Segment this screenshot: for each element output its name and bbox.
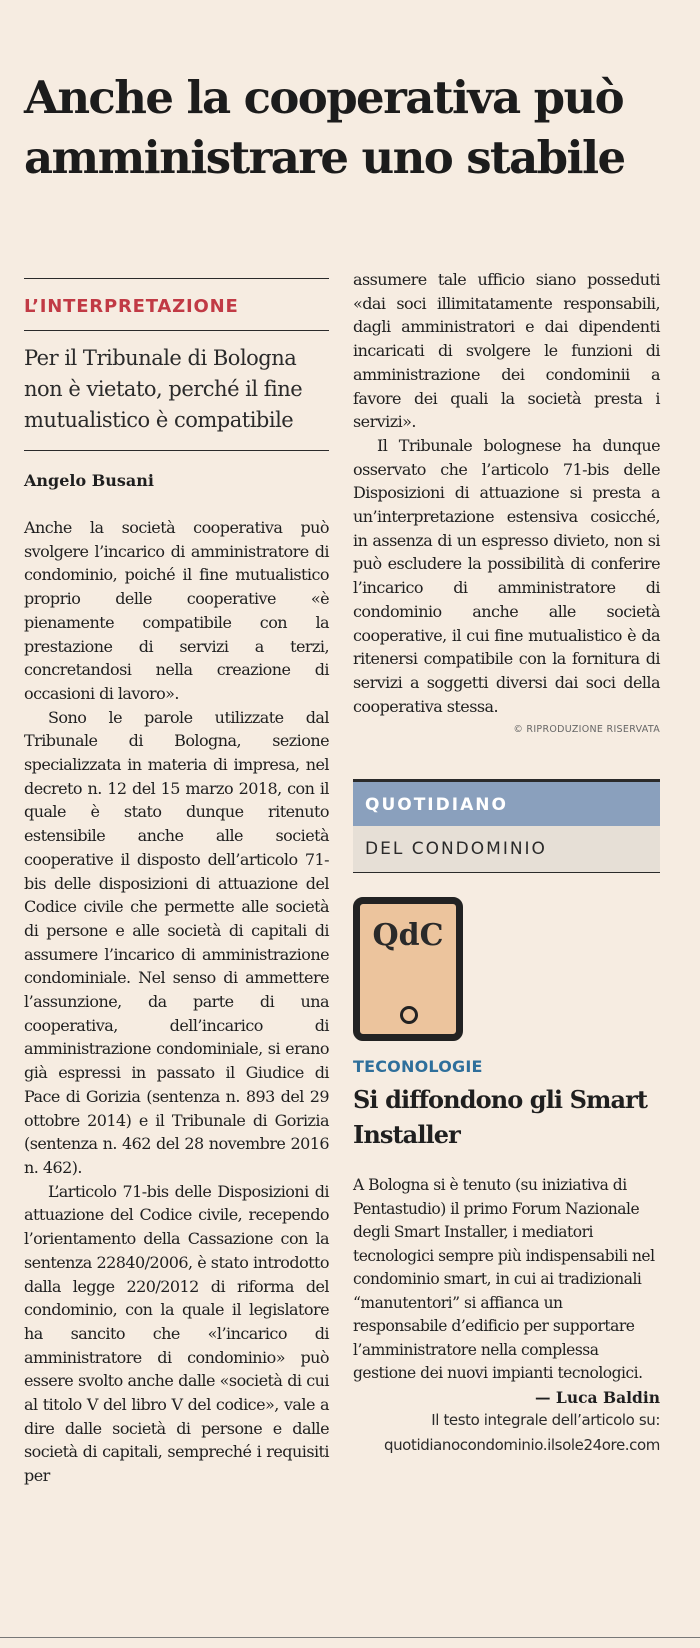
body-paragraph: assumere tale ufficio siano posseduti «dai soci illimitatamente responsabili, dagli amministratori e dai dipendenti incaricati di svolgere le funzioni di amministrazione dei condominii a favore dei quali la società presta i servizi». (353, 270, 660, 432)
sidebar-body: A Bologna si è tenuto (su iniziativa di Pentastudio) il primo Forum Nazionale degli Smart Installer, i mediatori tecnologici sempre più indispensabili nel condominio smart, in cui ai tradizionali “manutentori” si affianca un responsabile d’edificio per supportare l’amministratore nella complessa gestione dei nuovi impianti tecnologici. (353, 1176, 655, 1383)
logo-bottom-band: DEL CONDOMINIO (353, 826, 660, 873)
sidebar-author: — Luca Baldin (535, 1387, 660, 1407)
article-body-right (353, 268, 660, 718)
tablet-home-button-icon (400, 1006, 418, 1024)
article-headline: Anche la cooperativa può amministrare uno stabile (24, 71, 625, 185)
sidebar-kicker: TECONOLOGIE (353, 1057, 483, 1077)
page-bottom-rule (0, 1637, 700, 1638)
kicker-top-rule (24, 278, 329, 279)
left-column (24, 278, 329, 1488)
body-paragraph: Anche la società cooperativa può svolgere l’incarico di amministratore di condominio, poiché il fine mutualistico proprio delle cooperative «è pienamente compatibile con la prestazione di servizi a terzi, concretandosi nella creazione di occasioni di lavoro». (24, 518, 329, 703)
subhead-bottom-rule (24, 450, 329, 451)
qdc-logo (353, 779, 660, 873)
body-paragraph: Il Tribunale bolognese ha dunque osservato che l’articolo 71-bis delle Disposizioni di attuazione si presta a un’interpretazione estensiva cosicché, in assenza di un espresso divieto, non si può escludere la possibilità di conferire l’incarico di amministratore di condominio anche alle società cooperative, il cui fine mutualistico è da ritenersi compatibile con la fornitura di servizi a soggetti diversi dai soci della cooperativa stessa. (353, 435, 660, 716)
article-body-left (24, 516, 329, 1488)
article-subhead: Per il Tribunale di Bologna non è vietato, perché il fine mutualistico è compatibile (24, 346, 303, 432)
tablet-icon (353, 897, 463, 1041)
kicker-bottom-rule (24, 330, 329, 331)
sidebar-title: Si diffondono gli Smart Installer (353, 1085, 648, 1150)
right-column (353, 268, 660, 1457)
logo-top-band: QUOTIDIANO (353, 779, 660, 826)
article-author: Angelo Busani (24, 471, 154, 490)
tablet-label: QdC (372, 918, 444, 954)
copyright-notice: © RIPRODUZIONE RISERVATA (513, 724, 660, 736)
body-paragraph: L’articolo 71-bis delle Disposizioni di attuazione del Codice civile, recependo l’orientamento della Cassazione con la sentenza 22840/2006, è stato introdotto dalla legge 220/2012 di riforma del condominio, con la quale il legislatore ha sancito che «l’incarico di amministratore di condominio» può essere svolto anche dalle «società di cui al titolo V del libro V del codice», vale a dire dalle società di persone e dalle società di capitali, sempreché i requisiti per (24, 1181, 329, 1486)
sidebar-footer-line1: Il testo integrale dell’articolo su: (431, 1410, 660, 1429)
sidebar-footer-link[interactable]: quotidianocondominio.ilsole24ore.com (383, 1435, 660, 1454)
article-kicker: L’INTERPRETAZIONE (24, 296, 239, 317)
body-paragraph: Sono le parole utilizzate dal Tribunale di Bologna, sezione specializzata in materia di impresa, nel decreto n. 12 del 15 marzo 2018, con il quale è stato dunque ritenuto estensibile anche alle società cooperative il disposto dell’articolo 71-bis delle disposizioni di attuazione del Codice civile che permette alle società di persone e alle società di capitali di assumere l’incarico di amministrazione condominiale. Nel senso di ammettere l’assunzione, da parte di una cooperativa, dell’incarico di amministrazione condominiale, si erano già espressi in passato il Giudice di Pace di Gorizia (sentenza n. 893 del 29 ottobre 2014) e il Tribunale di Gorizia (sentenza n. 462 del 28 novembre 2016 n. 462). (24, 707, 329, 1177)
